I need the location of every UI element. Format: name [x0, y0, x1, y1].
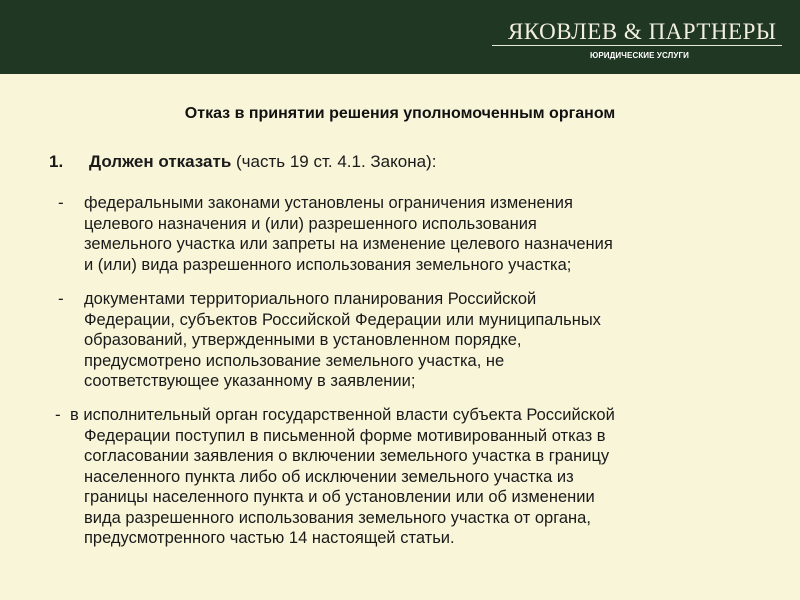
- bullet-item-2-line-2: Федерации, субъектов Российской Федерации или муниципальных: [84, 310, 601, 329]
- bullet-item-3: [70, 405, 615, 549]
- bullet-item-1-line-3: земельного участка или запреты на изменение целевого назначения: [84, 235, 613, 253]
- bullet-item-3-line-6: вида разрешенного использования земельного участка от органа,: [84, 508, 591, 527]
- main-point-regular-text: (часть 19 ст. 4.1. Закона):: [231, 152, 437, 171]
- bullet-item-1: [84, 193, 613, 275]
- bullet-item-3-line-7: предусмотренного частью 14 настоящей статьи.: [84, 529, 455, 547]
- bullet-item-2-line-4: предусмотрено использование земельного участка, не: [84, 351, 505, 370]
- main-point: [89, 151, 436, 173]
- bullet-item-1-line-2: целевого назначения и (или) разрешенного использования: [84, 214, 537, 233]
- bullet-item-3-line-2: Федерации поступил в письменной форме мотивированный отказ в: [84, 426, 606, 445]
- bullet-item-3-line-5: границы населенного пункта и об установлении или об изменении: [84, 488, 595, 506]
- bullet-item-2-line-1: документами территориального планирования Российской: [84, 290, 537, 308]
- bullet-item-1-line-1: федеральными законами установлены ограничения изменения: [84, 194, 573, 212]
- brand-subtitle: ЮРИДИЧЕСКИЕ УСЛУГИ: [590, 51, 689, 60]
- bullet-item-3-line-3: согласовании заявления о включении земельного участка в границу: [84, 447, 610, 465]
- slide-title: Отказ в принятии решения уполномоченным органом: [184, 105, 616, 122]
- bullet-item-1-line-4: и (или) вида разрешенного использования земельного участка;: [84, 255, 572, 274]
- main-point-number: 1.: [49, 152, 64, 171]
- bullet-item-3-line-4: населенного пункта либо об исключении земельного участка из: [84, 467, 574, 486]
- brand-name: ЯКОВЛЕВ & ПАРТНЕРЫ: [508, 19, 777, 44]
- bullet-item-2: [84, 289, 601, 392]
- dash-item-1: -: [58, 193, 64, 212]
- bullet-item-2-line-3: образований, утвержденными в установленном порядке,: [84, 331, 522, 349]
- main-point-bold-text: Должен отказать: [89, 152, 232, 171]
- bullet-item-3-line-1: в исполнительный орган государственной власти субъекта Российской: [70, 406, 615, 424]
- bullet-item-2-line-5: соответствующее указанному в заявлении;: [84, 372, 416, 390]
- dash-item-3: -: [55, 405, 61, 424]
- dash-item-2: -: [58, 289, 64, 308]
